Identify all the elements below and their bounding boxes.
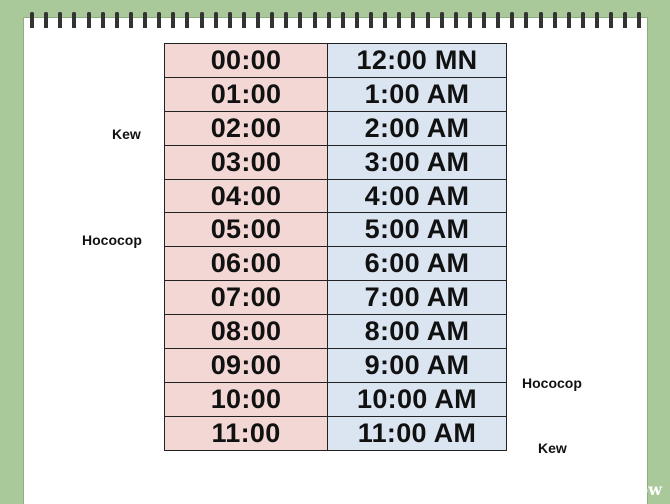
note-right-top: Hococop <box>522 375 582 391</box>
spiral-coil <box>115 12 119 28</box>
spiral-coil <box>72 12 76 28</box>
spiral-coil <box>510 12 514 28</box>
spiral-coil <box>313 12 317 28</box>
table-row <box>165 77 507 111</box>
time-24h-cell: 04:00 <box>165 179 328 213</box>
spiral-coil <box>228 12 232 28</box>
table-row <box>165 416 507 450</box>
note-left-bottom: Hococop <box>82 232 142 248</box>
spiral-coil <box>581 12 585 28</box>
time-24h-cell: 02:00 <box>165 111 328 145</box>
time-12h-cell: 8:00 AM <box>328 315 507 349</box>
spiral-coil <box>284 12 288 28</box>
spiral-coil <box>101 12 105 28</box>
time-12h-cell: 1:00 AM <box>328 77 507 111</box>
spiral-coil <box>637 12 641 28</box>
table-row <box>165 349 507 383</box>
time-12h-cell: 10:00 AM <box>328 382 507 416</box>
time-24h-cell: 10:00 <box>165 382 328 416</box>
spiral-coil <box>496 12 500 28</box>
time-12h-cell: 12:00 MN <box>328 44 507 78</box>
time-24h-cell: 07:00 <box>165 281 328 315</box>
spiral-coil <box>524 12 528 28</box>
spiral-coil <box>214 12 218 28</box>
spiral-coil <box>129 12 133 28</box>
spiral-coil <box>411 12 415 28</box>
spiral-coil <box>355 12 359 28</box>
spiral-binding <box>30 12 642 34</box>
spiral-coil <box>553 12 557 28</box>
spiral-coil <box>87 12 91 28</box>
spiral-coil <box>270 12 274 28</box>
spiral-coil <box>369 12 373 28</box>
spiral-coil <box>623 12 627 28</box>
spiral-coil <box>609 12 613 28</box>
table-row <box>165 111 507 145</box>
spiral-coil <box>44 12 48 28</box>
spiral-coil <box>383 12 387 28</box>
time-24h-cell: 01:00 <box>165 77 328 111</box>
time-12h-cell: 5:00 AM <box>328 213 507 247</box>
spiral-coil <box>595 12 599 28</box>
time-12h-cell: 9:00 AM <box>328 349 507 383</box>
time-24h-cell: 06:00 <box>165 247 328 281</box>
table-row <box>165 382 507 416</box>
spiral-coil <box>539 12 543 28</box>
time-24h-cell: 09:00 <box>165 349 328 383</box>
spiral-coil <box>242 12 246 28</box>
spiral-coil <box>30 12 34 28</box>
spiral-coil <box>298 12 302 28</box>
spiral-coil <box>327 12 331 28</box>
table-row <box>165 44 507 78</box>
spiral-coil <box>482 12 486 28</box>
table-row <box>165 247 507 281</box>
wikihow-logo: wikiHow <box>588 480 662 499</box>
table-row <box>165 213 507 247</box>
time-24h-cell: 11:00 <box>165 416 328 450</box>
time-24h-cell: 05:00 <box>165 213 328 247</box>
spiral-coil <box>200 12 204 28</box>
time-12h-cell: 11:00 AM <box>328 416 507 450</box>
table-row <box>165 281 507 315</box>
time-conversion-table <box>164 43 507 451</box>
spiral-coil <box>58 12 62 28</box>
spiral-coil <box>468 12 472 28</box>
time-12h-cell: 7:00 AM <box>328 281 507 315</box>
spiral-coil <box>256 12 260 28</box>
spiral-coil <box>185 12 189 28</box>
time-12h-cell: 6:00 AM <box>328 247 507 281</box>
spiral-coil <box>454 12 458 28</box>
table-row <box>165 315 507 349</box>
time-12h-cell: 2:00 AM <box>328 111 507 145</box>
spiral-coil <box>426 12 430 28</box>
time-24h-cell: 03:00 <box>165 145 328 179</box>
table-row <box>165 179 507 213</box>
spiral-coil <box>341 12 345 28</box>
table-row <box>165 145 507 179</box>
time-24h-cell: 00:00 <box>165 44 328 78</box>
spiral-coil <box>143 12 147 28</box>
note-right-bottom: Kew <box>538 440 567 456</box>
spiral-coil <box>157 12 161 28</box>
spiral-coil <box>567 12 571 28</box>
time-12h-cell: 3:00 AM <box>328 145 507 179</box>
spiral-coil <box>171 12 175 28</box>
time-12h-cell: 4:00 AM <box>328 179 507 213</box>
note-left-top: Kew <box>112 126 141 142</box>
time-24h-cell: 08:00 <box>165 315 328 349</box>
spiral-coil <box>440 12 444 28</box>
spiral-coil <box>397 12 401 28</box>
